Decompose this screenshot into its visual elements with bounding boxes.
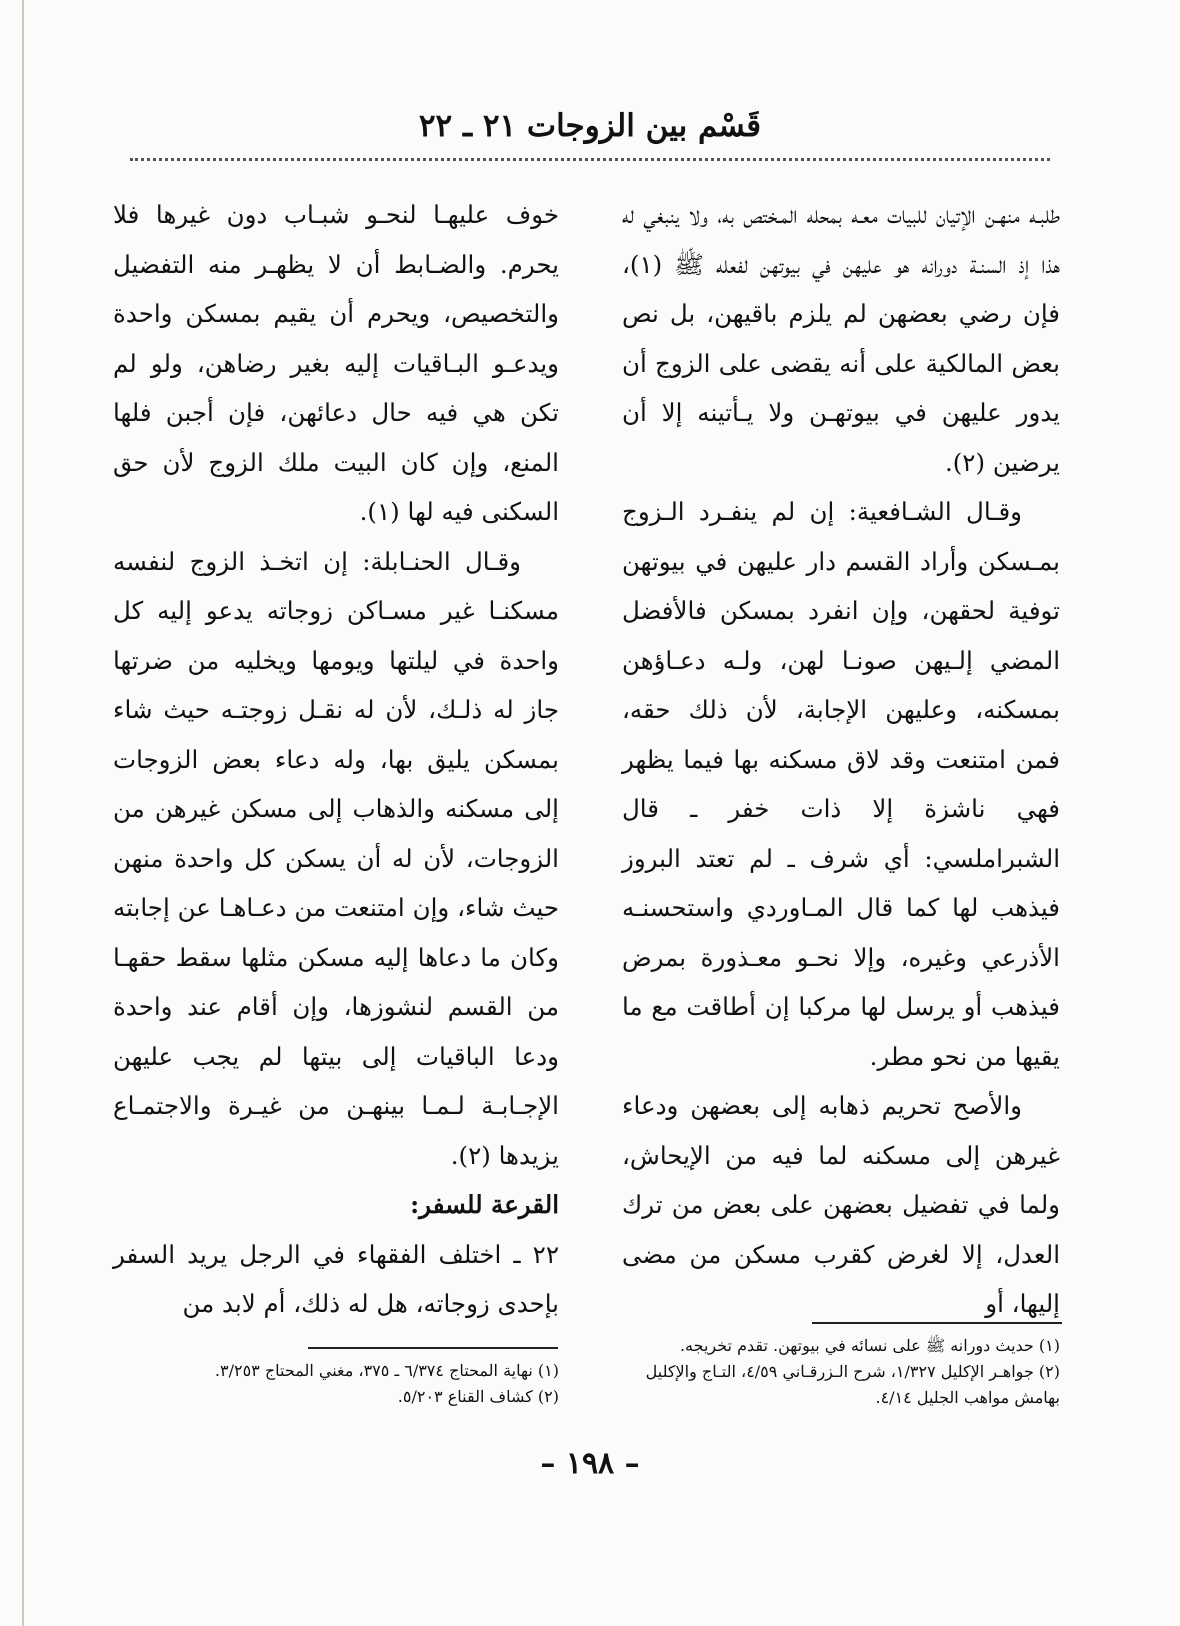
section-subheading: القرعة للسفر: <box>410 1190 559 1219</box>
header-dotted-rule <box>130 158 1050 161</box>
right-column <box>622 190 1060 1329</box>
footnote-rule-right <box>812 1322 1062 1324</box>
left-column <box>113 190 559 1329</box>
footnote-left-2: (٢) كشاف القناع ٥/٢٠٣. <box>397 1387 559 1406</box>
footnote-right-2: (٢) جواهـر الإكليل ١/٣٢٧، شرح الـزرقـاني ٤/٥٩، التـاج والإكليل بهامش مواهب الجليل ٤/١٤. <box>645 1362 1060 1407</box>
running-header: قَسْم بين الزوجات ٢١ ـ ٢٢ <box>418 108 762 144</box>
right-paragraph-1: طلبـه منهـن الإتيان للبيات معـه بمحله المـختص به، ولا ينبغي له هذا إذ السنـة دورانه هو عليهن في بيوتهن لفعله ﷺ (١)، فإن رضي بعضهن لم يلزم باقيهن، بل نص بعض المالكية على أنه يقضى على الزوج أن يدور عليهن في بيوتهـن ولا يـأتينه إلا أن يرضين (٢). <box>622 200 1060 477</box>
left-paragraph-1: خوف عليهـا لنحـو شبـاب دون غيرها فلا يحرم. والضـابط أن لا يظهـر منه التفضيل والتخصيص، ويحرم أن يقيم بمسكن واحدة ويدعـو البـاقيات إليه بغير رضاهن، ولو لم تكن هي فيه حال دعائهن، فإن أجبن فلها المنع، وإن كان البيت ملك الزوج لأن حق السكنى فيه لها (١). <box>113 200 559 526</box>
footnote-right-1: (١) حديث دورانه ﷺ على نسائه في بيوتهن. تقدم تخريجه. <box>679 1336 1060 1355</box>
right-paragraph-3: والأصح تحريم ذهابه إلى بعضهن ودعاء غيرهن إلى مسكنه لما فيه من الإيحاش، ولما في تفضيل بعضهن على بعض من ترك العدل، إلا لغرض كقرب مسكن من مضى إليها، أو <box>622 1091 1060 1318</box>
page-number: – ١٩٨ – <box>540 1446 640 1481</box>
section-paragraph: ٢٢ ـ اختلف الفقهاء في الرجل يريد السفر بإحدى زوجاته، هل له ذلك، أم لابد من <box>113 1239 559 1318</box>
footnotes-left <box>113 1358 559 1410</box>
left-paragraph-2: وقـال الحنـابلة: إن اتخـذ الزوج لنفسه مسكنـا غير مسـاكن زوجاته يدعو إليه كل واحدة في ليلتها ويومها ويخليه من ضرتها جاز له ذلـك، لأن له نقـل زوجتـه حيث شاء بمسكن يليق بها، وله دعاء بعض الزوجات إلى مسكنه والذهاب إلى مسكن غيرهن من الزوجات، لأن له أن يسكن كل واحدة منهن حيث شاء، وإن امتنعت من دعـاهـا عن إجابته وكان ما دعاها إليه مسكن مثلها سقط حقهـا من القسم لنشوزها، وإن أقام عند واحدة ودعا الباقيات إلى بيتها لم يجب عليهن الإجـابـة لـمـا بينهـن من غيـرة والاجتمـاع يزيدها (٢). <box>113 546 559 1170</box>
page-edge-line <box>22 0 24 1626</box>
right-paragraph-2: وقـال الشـافعية: إن لم ينفـرد الـزوج بمـسكن وأراد القسم دار عليهن في بيوتهن توفية لحقهن، وإن انفرد بمسكن فالأفضل المضي إلـيهن صونـا لهن، ولـه دعـاؤهن بمسكنه، وعليهن الإجابة، لأن ذلك حقه، فمن امتنعت وقد لاق مسكنه بها فيما يظهر فهي ناشزة إلا ذات خفر ـ قال الشبراملسي: أي شرف ـ لم تعتد البروز فيذهب لها كما قال المـاوردي واستحسنـه الأذرعي وغيره، وإلا نحـو معـذورة بمرض فيذهب أو يرسل لها مركبا إن أطاقت مع ما يقيها من نحو مطر. <box>622 497 1060 1071</box>
footnote-left-1: (١) نهاية المحتاج ٦/٣٧٤ ـ ٣٧٥، مغني المحتاج ٣/٢٥٣. <box>214 1361 559 1380</box>
footnotes-right <box>622 1333 1060 1411</box>
footnote-rule-left <box>308 1347 558 1349</box>
